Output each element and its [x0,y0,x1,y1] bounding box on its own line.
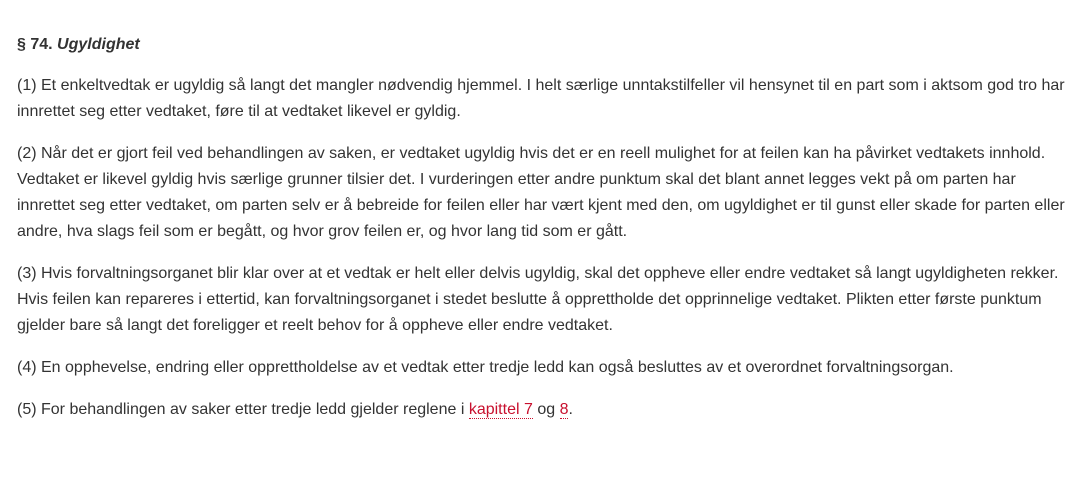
paragraph-5-prefix: (5) For behandlingen av saker etter tredje ledd gjelder reglene i [17,401,469,418]
paragraph-5 [17,397,1077,423]
paragraph-4: (4) En opphevelse, endring eller opprettholdelse av et vedtak etter tredje ledd kan også besluttes av et overordnet forvaltningsorgan. [17,359,954,376]
section-title: Ugyldighet [57,36,140,53]
chapter-8-link[interactable]: 8 [559,401,569,418]
paragraph-5-middle: og [532,401,560,418]
chapter-7-link[interactable]: kapittel 7 [468,401,533,418]
section-number: § 74. [17,36,53,53]
paragraph-1: (1) Et enkeltvedtak er ugyldig så langt det mangler nødvendig hjemmel. I helt særlige unntakstilfeller vil hensynet til en part som i aktsom god tro har innrettet seg etter vedtaket, føre til at vedtaket likevel er gyldig. [17,77,1065,120]
paragraph-2: (2) Når det er gjort feil ved behandlingen av saken, er vedtaket ugyldig hvis det er en reell mulighet for at feilen kan ha påvirket vedtakets innhold. Vedtaket er likevel gyldig hvis særlige grunner tilsier det. I vurderingen etter andre punktum skal det blant annet legges vekt på om parten har innrettet seg etter vedtaket, om parten selv er å bebreide for feilen eller har vært kjent med den, om ugyldighet er til gunst eller skade for parten eller andre, hva slags feil som er begått, og hvor grov feilen er, og hvor lang tid som er gått. [17,145,1065,240]
section-heading [17,35,1077,55]
paragraph-3: (3) Hvis forvaltningsorganet blir klar over at et vedtak er helt eller delvis ugyldig, skal det oppheve eller endre vedtaket så langt ugyldigheten rekker. Hvis feilen kan repareres i ettertid, kan forvaltningsorganet i stedet beslutte å opprettholde det opprinnelige vedtaket. Plikten etter første punktum gjelder bare så langt det foreligger et reelt behov for å oppheve eller endre vedtaket. [17,265,1059,334]
paragraph-5-suffix: . [568,401,573,418]
